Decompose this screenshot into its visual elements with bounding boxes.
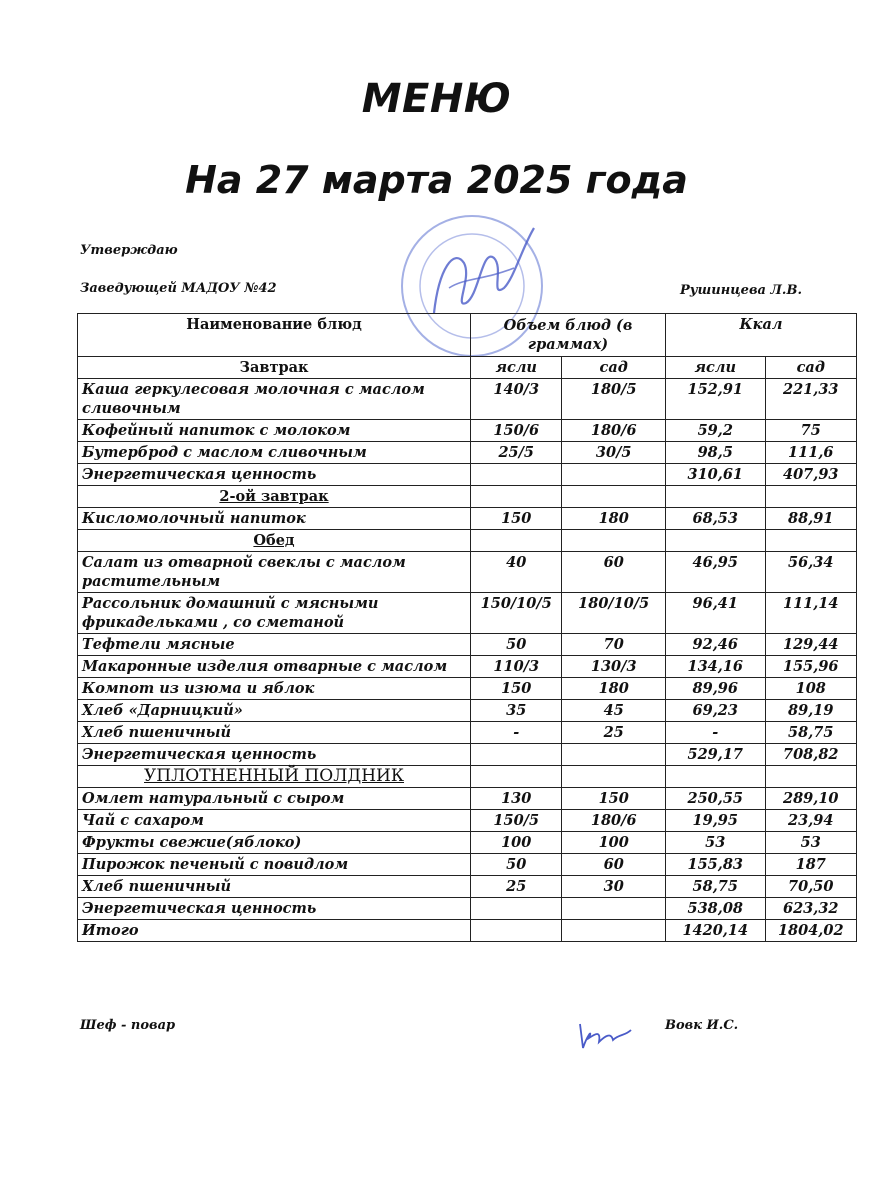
section-breakfast: Завтрак	[78, 357, 471, 379]
value-v2	[562, 920, 666, 942]
empty-cell	[471, 486, 562, 508]
dish-name: Кофейный напиток с молоком	[78, 420, 471, 442]
director-name: Рушинцева Л.В.	[680, 283, 802, 298]
value-v1	[471, 744, 562, 766]
section-snack: УПЛОТНЕННЫЙ ПОЛДНИК	[78, 766, 471, 788]
table-row	[78, 722, 857, 744]
value-k1: 59,2	[666, 420, 766, 442]
dish-name: Бутерброд с маслом сливочным	[78, 442, 471, 464]
value-v1: 50	[471, 634, 562, 656]
dish-name: Чай с сахаром	[78, 810, 471, 832]
header-kcal: Ккал	[666, 314, 857, 357]
value-k1: 98,5	[666, 442, 766, 464]
empty-cell	[471, 530, 562, 552]
value-k1: 1420,14	[666, 920, 766, 942]
value-v2: 25	[562, 722, 666, 744]
table-row	[78, 876, 857, 898]
table-row	[78, 379, 857, 420]
value-v2: 150	[562, 788, 666, 810]
value-k1: 89,96	[666, 678, 766, 700]
dish-name: Энергетическая ценность	[78, 898, 471, 920]
section-snack-row	[78, 766, 857, 788]
value-v2: 45	[562, 700, 666, 722]
value-k1: 53	[666, 832, 766, 854]
menu-date: На 27 марта 2025 года	[185, 158, 688, 202]
dish-name: Хлеб пшеничный	[78, 722, 471, 744]
section-lunch-row	[78, 530, 857, 552]
table-row	[78, 788, 857, 810]
value-k1: 19,95	[666, 810, 766, 832]
section-lunch: Обед	[78, 530, 471, 552]
value-v2: 180	[562, 678, 666, 700]
value-k1: 250,55	[666, 788, 766, 810]
empty-cell	[562, 766, 666, 788]
value-k1: 69,23	[666, 700, 766, 722]
value-v2: 30	[562, 876, 666, 898]
table-row	[78, 832, 857, 854]
dish-name: Омлет натуральный с сыром	[78, 788, 471, 810]
value-v2	[562, 744, 666, 766]
value-k1: 92,46	[666, 634, 766, 656]
value-v2: 30/5	[562, 442, 666, 464]
dish-name: Макаронные изделия отварные с маслом	[78, 656, 471, 678]
dish-name: Тефтели мясные	[78, 634, 471, 656]
dish-name: Компот из изюма и яблок	[78, 678, 471, 700]
subheader-yasli: ясли	[471, 357, 562, 379]
empty-cell	[765, 766, 856, 788]
table-row	[78, 634, 857, 656]
empty-cell	[562, 530, 666, 552]
value-k1: 134,16	[666, 656, 766, 678]
value-k2: 289,10	[765, 788, 856, 810]
dish-name: Энергетическая ценность	[78, 464, 471, 486]
value-v1: 150	[471, 508, 562, 530]
value-v1: 100	[471, 832, 562, 854]
table-row	[78, 920, 857, 942]
value-k1: -	[666, 722, 766, 744]
value-k1: 152,91	[666, 379, 766, 420]
chef-name: Вовк И.С.	[665, 1018, 739, 1033]
value-k2: 70,50	[765, 876, 856, 898]
table-row	[78, 464, 857, 486]
dish-name: Фрукты свежие(яблоко)	[78, 832, 471, 854]
value-v1: 25/5	[471, 442, 562, 464]
empty-cell	[471, 766, 562, 788]
director-position: Заведующей МАДОУ №42	[80, 281, 277, 296]
value-v1: 130	[471, 788, 562, 810]
dish-name: Кисломолочный напиток	[78, 508, 471, 530]
value-v2: 60	[562, 854, 666, 876]
subheader-sad: сад	[562, 357, 666, 379]
dish-name: Энергетическая ценность	[78, 744, 471, 766]
value-v1	[471, 920, 562, 942]
value-k2: 53	[765, 832, 856, 854]
value-v1: 150/10/5	[471, 593, 562, 634]
value-v2: 180/6	[562, 810, 666, 832]
dish-name: Итого	[78, 920, 471, 942]
value-k2: 221,33	[765, 379, 856, 420]
value-k2: 1804,02	[765, 920, 856, 942]
value-k2: 75	[765, 420, 856, 442]
value-k2: 56,34	[765, 552, 856, 593]
value-v1	[471, 898, 562, 920]
value-k1: 58,75	[666, 876, 766, 898]
value-k2: 129,44	[765, 634, 856, 656]
dish-name: Хлеб пшеничный	[78, 876, 471, 898]
value-k2: 407,93	[765, 464, 856, 486]
value-v2: 70	[562, 634, 666, 656]
value-v1: 150	[471, 678, 562, 700]
value-k1: 68,53	[666, 508, 766, 530]
value-v2: 100	[562, 832, 666, 854]
table-row	[78, 552, 857, 593]
table-row	[78, 700, 857, 722]
value-k1: 155,83	[666, 854, 766, 876]
value-k1: 529,17	[666, 744, 766, 766]
header-volume: Объем блюд (в граммах)	[471, 314, 666, 357]
table-row	[78, 593, 857, 634]
table-row	[78, 656, 857, 678]
value-k2: 58,75	[765, 722, 856, 744]
value-v2: 180/5	[562, 379, 666, 420]
section-second-breakfast: 2-ой завтрак	[78, 486, 471, 508]
value-v1: 35	[471, 700, 562, 722]
value-v1: 40	[471, 552, 562, 593]
menu-title: МЕНЮ	[361, 76, 512, 122]
value-v1: 140/3	[471, 379, 562, 420]
value-v1: 150/5	[471, 810, 562, 832]
table-row	[78, 508, 857, 530]
table-row	[78, 420, 857, 442]
value-v1: 25	[471, 876, 562, 898]
value-v2: 180	[562, 508, 666, 530]
value-v1: -	[471, 722, 562, 744]
value-k1: 96,41	[666, 593, 766, 634]
value-v2: 130/3	[562, 656, 666, 678]
subheader-row	[78, 357, 857, 379]
value-k2: 111,6	[765, 442, 856, 464]
value-v1	[471, 464, 562, 486]
value-k1: 46,95	[666, 552, 766, 593]
value-k2: 108	[765, 678, 856, 700]
value-v2: 180/10/5	[562, 593, 666, 634]
value-k2: 187	[765, 854, 856, 876]
value-k2: 88,91	[765, 508, 856, 530]
value-v1: 50	[471, 854, 562, 876]
chef-signature-icon	[575, 1016, 635, 1052]
value-v2: 180/6	[562, 420, 666, 442]
subheader-yasli: ясли	[666, 357, 766, 379]
dish-name: Пирожок печеный с повидлом	[78, 854, 471, 876]
menu-table	[77, 313, 857, 942]
value-v1: 110/3	[471, 656, 562, 678]
empty-cell	[666, 486, 766, 508]
value-k1: 538,08	[666, 898, 766, 920]
dish-name: Хлеб «Дарницкий»	[78, 700, 471, 722]
chef-label: Шеф - повар	[80, 1018, 176, 1033]
empty-cell	[765, 530, 856, 552]
dish-name: Салат из отварной свеклы с маслом растительным	[78, 552, 471, 593]
value-k2: 89,19	[765, 700, 856, 722]
table-row	[78, 810, 857, 832]
value-v2: 60	[562, 552, 666, 593]
empty-cell	[765, 486, 856, 508]
dish-name: Каша геркулесовая молочная с маслом сливочным	[78, 379, 471, 420]
table-row	[78, 854, 857, 876]
empty-cell	[562, 486, 666, 508]
empty-cell	[666, 766, 766, 788]
dish-name: Рассольник домашний с мясными фрикадельками , со сметаной	[78, 593, 471, 634]
header-dish-name: Наименование блюд	[78, 314, 471, 357]
value-k2: 111,14	[765, 593, 856, 634]
header-row	[78, 314, 857, 357]
approve-label: Утверждаю	[80, 243, 178, 258]
table-row	[78, 442, 857, 464]
value-k2: 708,82	[765, 744, 856, 766]
subheader-sad: сад	[765, 357, 856, 379]
empty-cell	[666, 530, 766, 552]
table-row	[78, 678, 857, 700]
value-k2: 623,32	[765, 898, 856, 920]
value-k1: 310,61	[666, 464, 766, 486]
section-second-breakfast-row	[78, 486, 857, 508]
value-v1: 150/6	[471, 420, 562, 442]
table-row	[78, 744, 857, 766]
table-row	[78, 898, 857, 920]
value-v2	[562, 898, 666, 920]
value-v2	[562, 464, 666, 486]
value-k2: 155,96	[765, 656, 856, 678]
value-k2: 23,94	[765, 810, 856, 832]
